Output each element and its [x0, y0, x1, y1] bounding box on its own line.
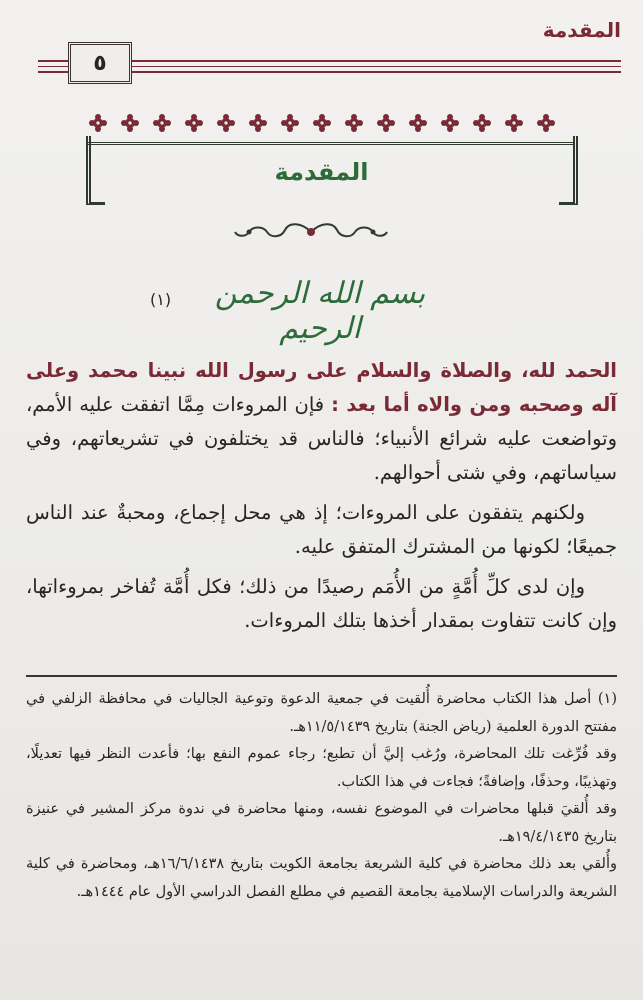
footnote-1-cont-b: وقد أُلقيَ قبلها محاضرات في الموضوع نفسه، ومنها محاضرة في ندوة مركز المشير في عنيزة بتاريخ ١٩/٤/١٤٣٥هـ. — [26, 801, 617, 845]
basmala-calligraphy: بسم الله الرحمن الرحيم — [214, 276, 426, 346]
running-header-title: المقدمة — [542, 18, 621, 42]
page-number: ٥ — [68, 42, 132, 84]
footnote-1-cont-a: وقد فُرِّغت تلك المحاضرة، ورُغب إليَّ أن تطبع؛ رجاء عموم النفع بها؛ فأعدت النظر فيها تعديلًا، وتهذيبًا، وحذفًا، وإضافةً؛ فجاءت في هذا الكتاب. — [26, 746, 617, 790]
opening-praise: الحمد لله، والصلاة والسلام على رسول الله نبينا محمد وعلى آله وصحبه ومن والاه أما بعد : — [26, 359, 617, 416]
footnote-1: (١) أصل هذا الكتاب محاضرة أُلقيت في جمعية الدعوة وتوعية الجاليات في محافظة الزلفي في مفتتح الدورة العلمية (رياض الجنة) بتاريخ ١١/٥/١٤٣٩هـ. — [26, 691, 617, 735]
basmala-footnote-ref: (١) — [150, 290, 172, 309]
paragraph-1-text: فإن المروءات مِمَّا اتفقت عليه الأمم، وتواضعت عليه شرائع الأنبياء؛ فالناس قد يختلفون في تشريعاتهم، وفي سياساتهم، وفي شتى أحوالهم. — [26, 393, 617, 484]
title-frame-top — [86, 142, 574, 148]
footnote-separator — [26, 675, 617, 677]
paragraph-3: وإن لدى كلِّ أُمَّةٍ من الأُمَم رصيدًا من ذلك؛ فكل أُمَّة تُفاخر بمروءاتها، وإن كانت تتفاوت بمقدار أخذها بتلك المروءات. — [26, 575, 617, 632]
paragraph-2: ولكنهم يتفقون على المروءات؛ إذ هي محل إجماع، ومحبةٌ عند الناس جميعًا؛ لكونها من المشترك المتفق عليه. — [26, 501, 617, 558]
main-text — [26, 354, 617, 644]
footnote-1-cont-c: وأُلقي بعد ذلك محاضرة في كلية الشريعة بجامعة الكويت بتاريخ ١٦/٦/١٤٣٨هـ، ومحاضرة في كلية الشريعة والدراسات الإسلامية بجامعة القصيم في مطلع الفصل الدراسي الأول عام ١٤٤٤هـ. — [26, 856, 617, 900]
floral-ornament-band — [86, 110, 574, 136]
chapter-title: المقدمة — [274, 158, 369, 186]
footnotes — [26, 686, 617, 906]
paragraph-1 — [26, 354, 617, 490]
flourish-divider-icon — [231, 218, 391, 246]
